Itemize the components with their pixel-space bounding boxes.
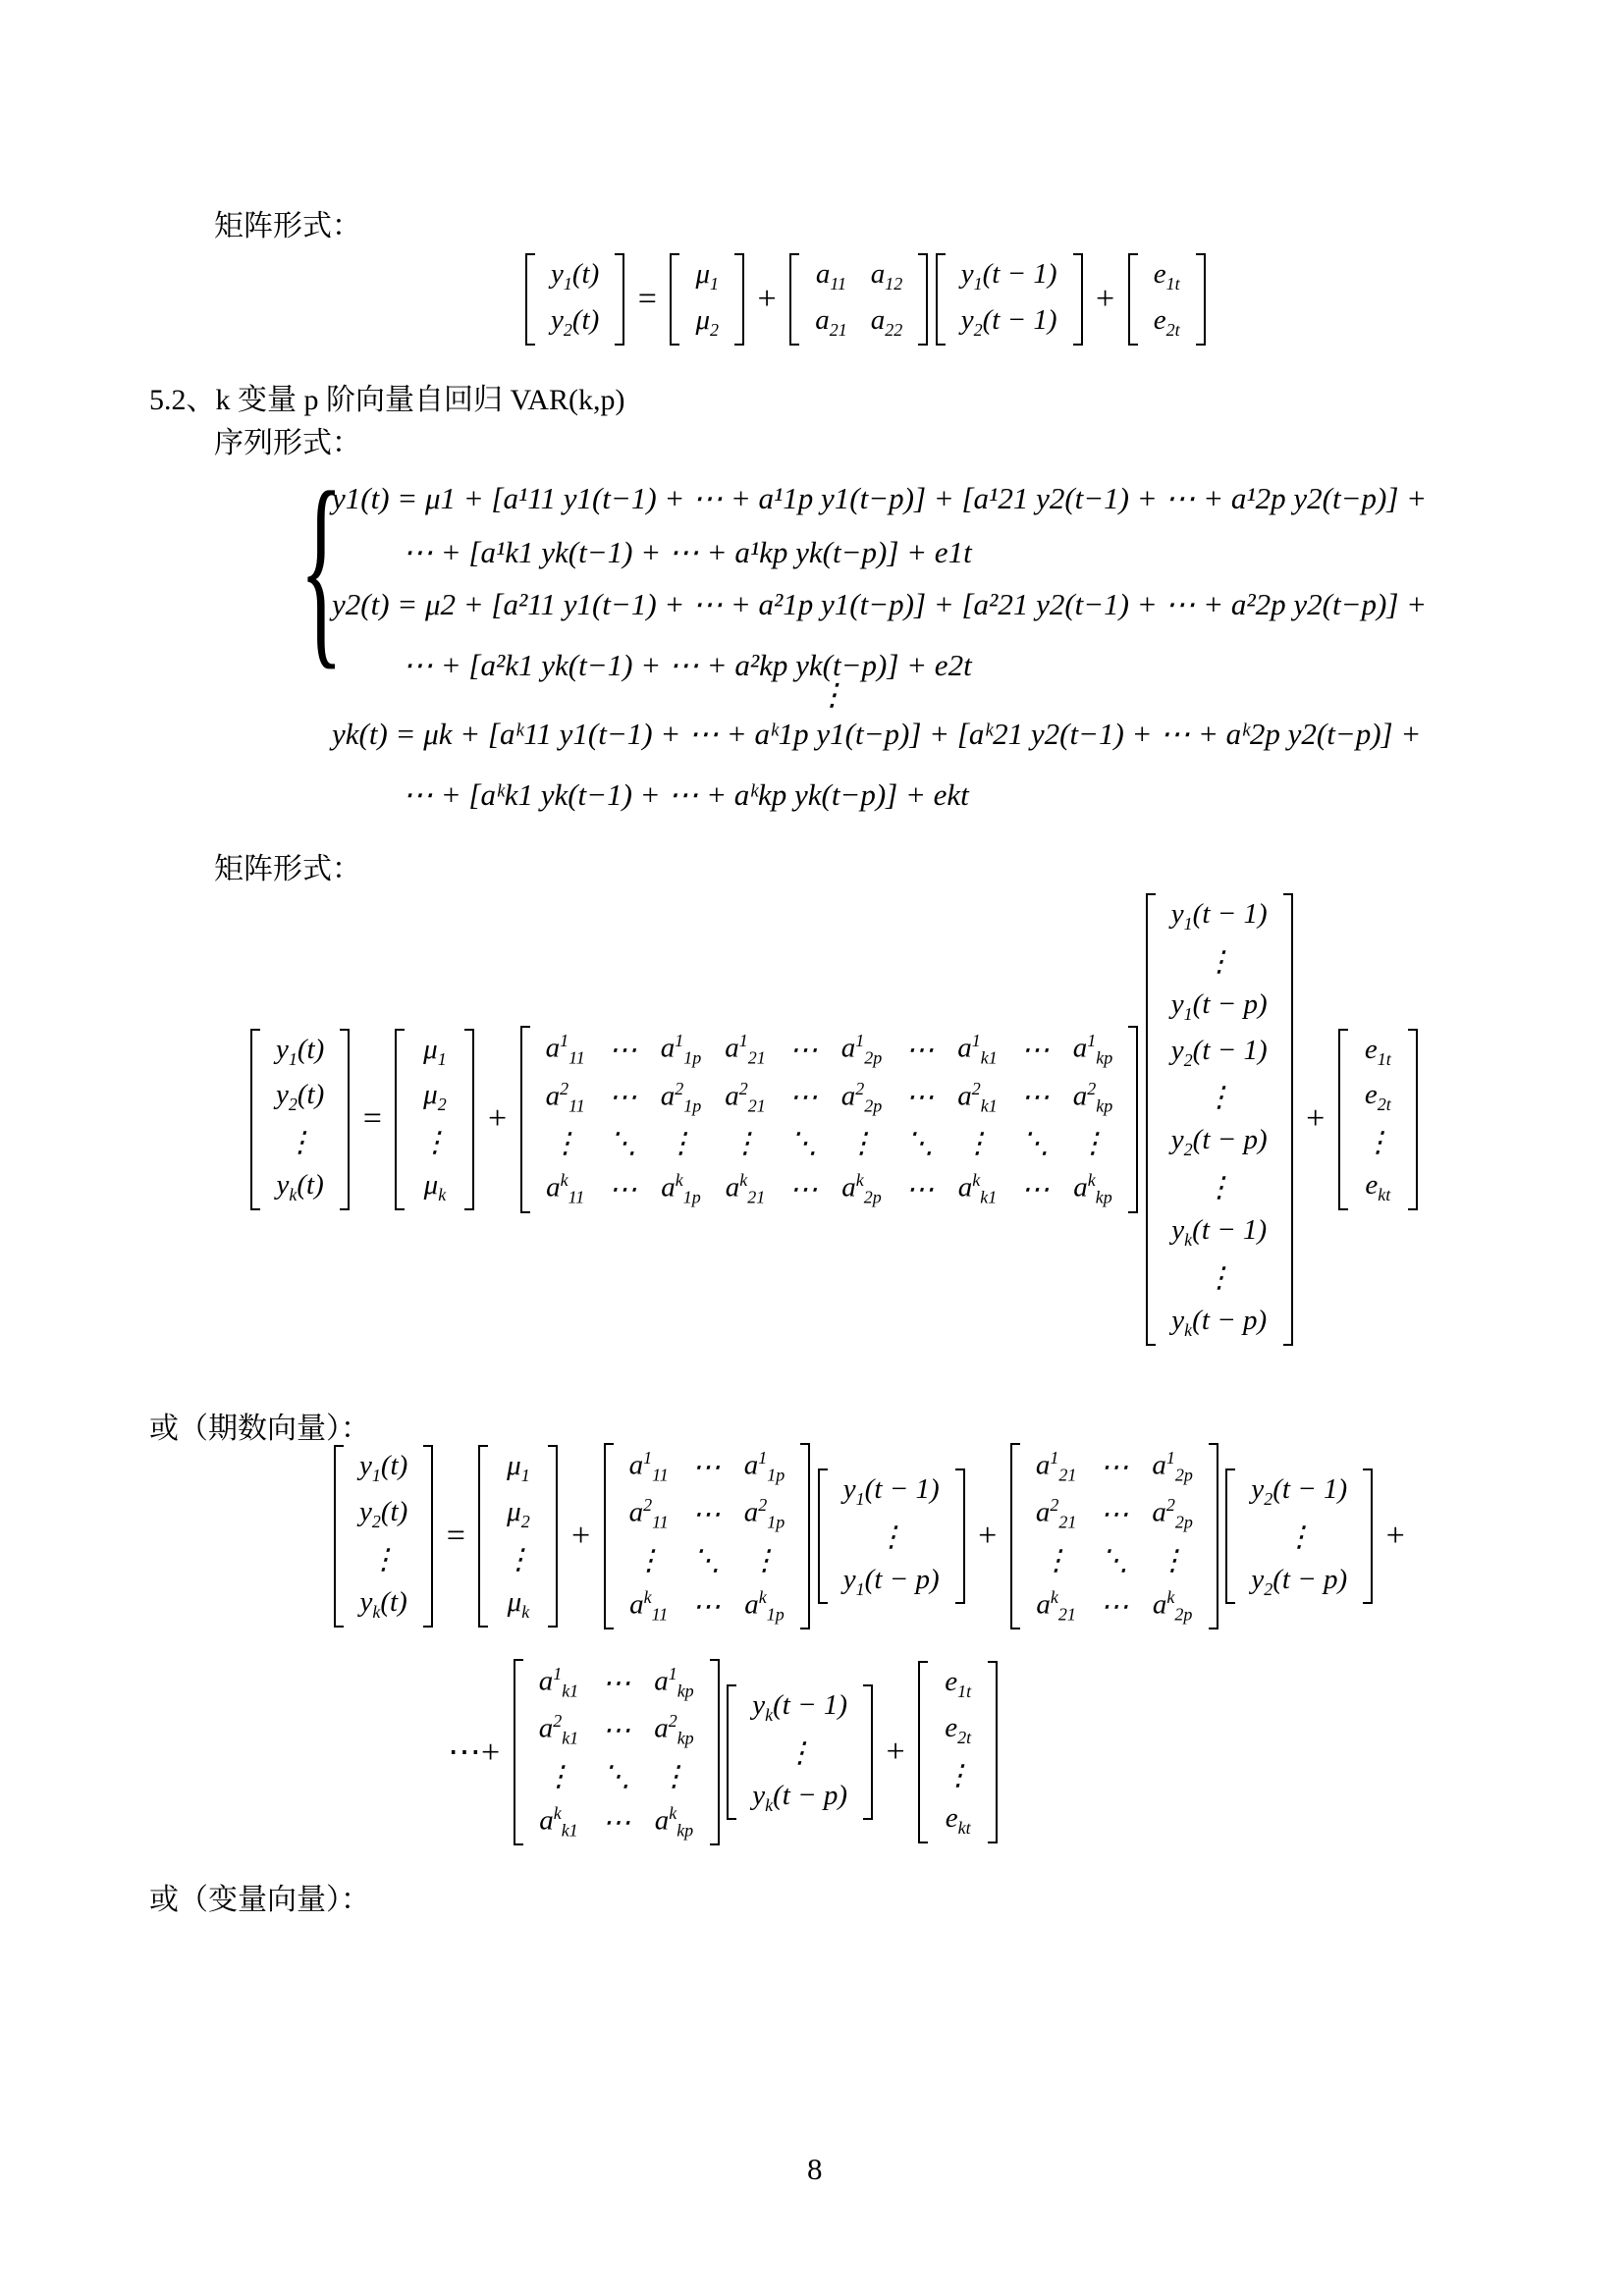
- series-line-2: ⋯ + [a¹k1 yk(t−1) + ⋯ + a¹kp yk(t−p)] + e1t: [403, 535, 972, 569]
- general-var-matrix-equation: $y_1(t)$ $y_2(t)$ ⋮ $y_k(t)$ = $\mu_1$ $\mu_2$ ⋮ $\mu_k$ + $a^1_{11}$ ⋯ $a^1_{1p}$ $a^1_{21}$ ⋯ $a^1_{2p}$ ⋯ $a^1_{k1}$ ⋯ $a^1_{kp}$ $a^2_{11}$ ⋯ $a^2_{1p}$ $a^2_{21}$ ⋯ $a^2_{2p}$ ⋯ $a^2_{k1}$ ⋯ $a^2_{kp}$ ⋮ ⋱ ⋮ ⋮ ⋱ ⋮ ⋱ ⋮ ⋱ ⋮ $a^k_{11}$ ⋯ $a^k_{1p}$ $a^k_{21}$ ⋯ $a^k_{2p}$ ⋯ $a^k_{k1}$ ⋯ $a^k_{kp}$ $y_1(t - 1)$ ⋮ $y_1(t - p)$ $y_2(t - 1)$ ⋮ $y_2(t - p)$ ⋮ $y_k(t - 1)$ ⋮ $y_k(t - p)$ + $e_{1t}$ $e_{2t}$ ⋮ $e_{kt}$: [250, 893, 1418, 1346]
- var2-matrix-equation: $y_1(t)$ $y_2(t)$ = $\mu_1$ $\mu_2$ + $a_{11}$ $a_{12}$ $a_{21}$ $a_{22}$ $y_1(t - 1)$ $y_2(t - 1)$ + $e_{1t}$ $e_{2t}$: [525, 253, 1206, 346]
- series-line-6: yk(t) = μk + [aᵏ11 y1(t−1) + ⋯ + aᵏ1p y1(t−p)] + [aᵏ21 y2(t−1) + ⋯ + aᵏ2p y2(t−p)] +: [332, 717, 1422, 751]
- matrix-form-heading-2: 矩阵形式：: [214, 853, 361, 885]
- section-heading-5-2: 5.2、k 变量 p 阶向量自回归 VAR(k,p): [149, 384, 625, 416]
- period-vector-equation-bottom: ⋯+ $a^1_{k1}$ ⋯ $a^1_{kp}$ $a^2_{k1}$ ⋯ $a^2_{kp}$ ⋮ ⋱ ⋮ $a^k_{k1}$ ⋯ $a^k_{kp}$ $y_k(t - 1)$ ⋮ $y_k(t - p)$ + $e_{1t}$ $e_{2t}$ ⋮ $e_{kt}$: [442, 1659, 998, 1845]
- series-line-3: y2(t) = μ2 + [a²11 y1(t−1) + ⋯ + a²1p y1(t−p)] + [a²21 y2(t−1) + ⋯ + a²2p y2(t−p)] +: [332, 587, 1428, 621]
- page-number: 8: [807, 2152, 823, 2186]
- series-line-1: y1(t) = μ1 + [a¹11 y1(t−1) + ⋯ + a¹1p y1(t−p)] + [a¹21 y2(t−1) + ⋯ + a¹2p y2(t−p)] +: [332, 481, 1428, 515]
- variable-vector-heading: 或（变量向量）：: [149, 1884, 370, 1916]
- series-line-7: ⋯ + [aᵏk1 yk(t−1) + ⋯ + aᵏkp yk(t−p)] + ekt: [403, 777, 969, 812]
- series-line-4: ⋯ + [a²k1 yk(t−1) + ⋯ + a²kp yk(t−p)] + e2t: [403, 648, 972, 682]
- period-vector-equation-top: $y_1(t)$ $y_2(t)$ ⋮ $y_k(t)$ = $\mu_1$ $\mu_2$ ⋮ $\mu_k$ + $a^1_{11}$ ⋯ $a^1_{1p}$ $a^2_{11}$ ⋯ $a^2_{1p}$ ⋮ ⋱ ⋮ $a^k_{11}$ ⋯ $a^k_{1p}$ $y_1(t - 1)$ ⋮ $y_1(t - p)$ + $a^1_{21}$ ⋯ $a^1_{2p}$ $a^2_{21}$ ⋯ $a^2_{2p}$ ⋮ ⋱ ⋮ $a^k_{21}$ ⋯ $a^k_{2p}$ $y_2(t - 1)$ ⋮ $y_2(t - p)$ +: [334, 1443, 1411, 1629]
- series-form-heading: 序列形式：: [214, 427, 361, 459]
- period-vector-heading: 或（期数向量）：: [149, 1413, 370, 1445]
- left-brace: {: [299, 448, 344, 687]
- matrix-form-heading-1: 矩阵形式：: [214, 210, 361, 242]
- series-vertical-ellipsis: ⋮: [817, 677, 847, 712]
